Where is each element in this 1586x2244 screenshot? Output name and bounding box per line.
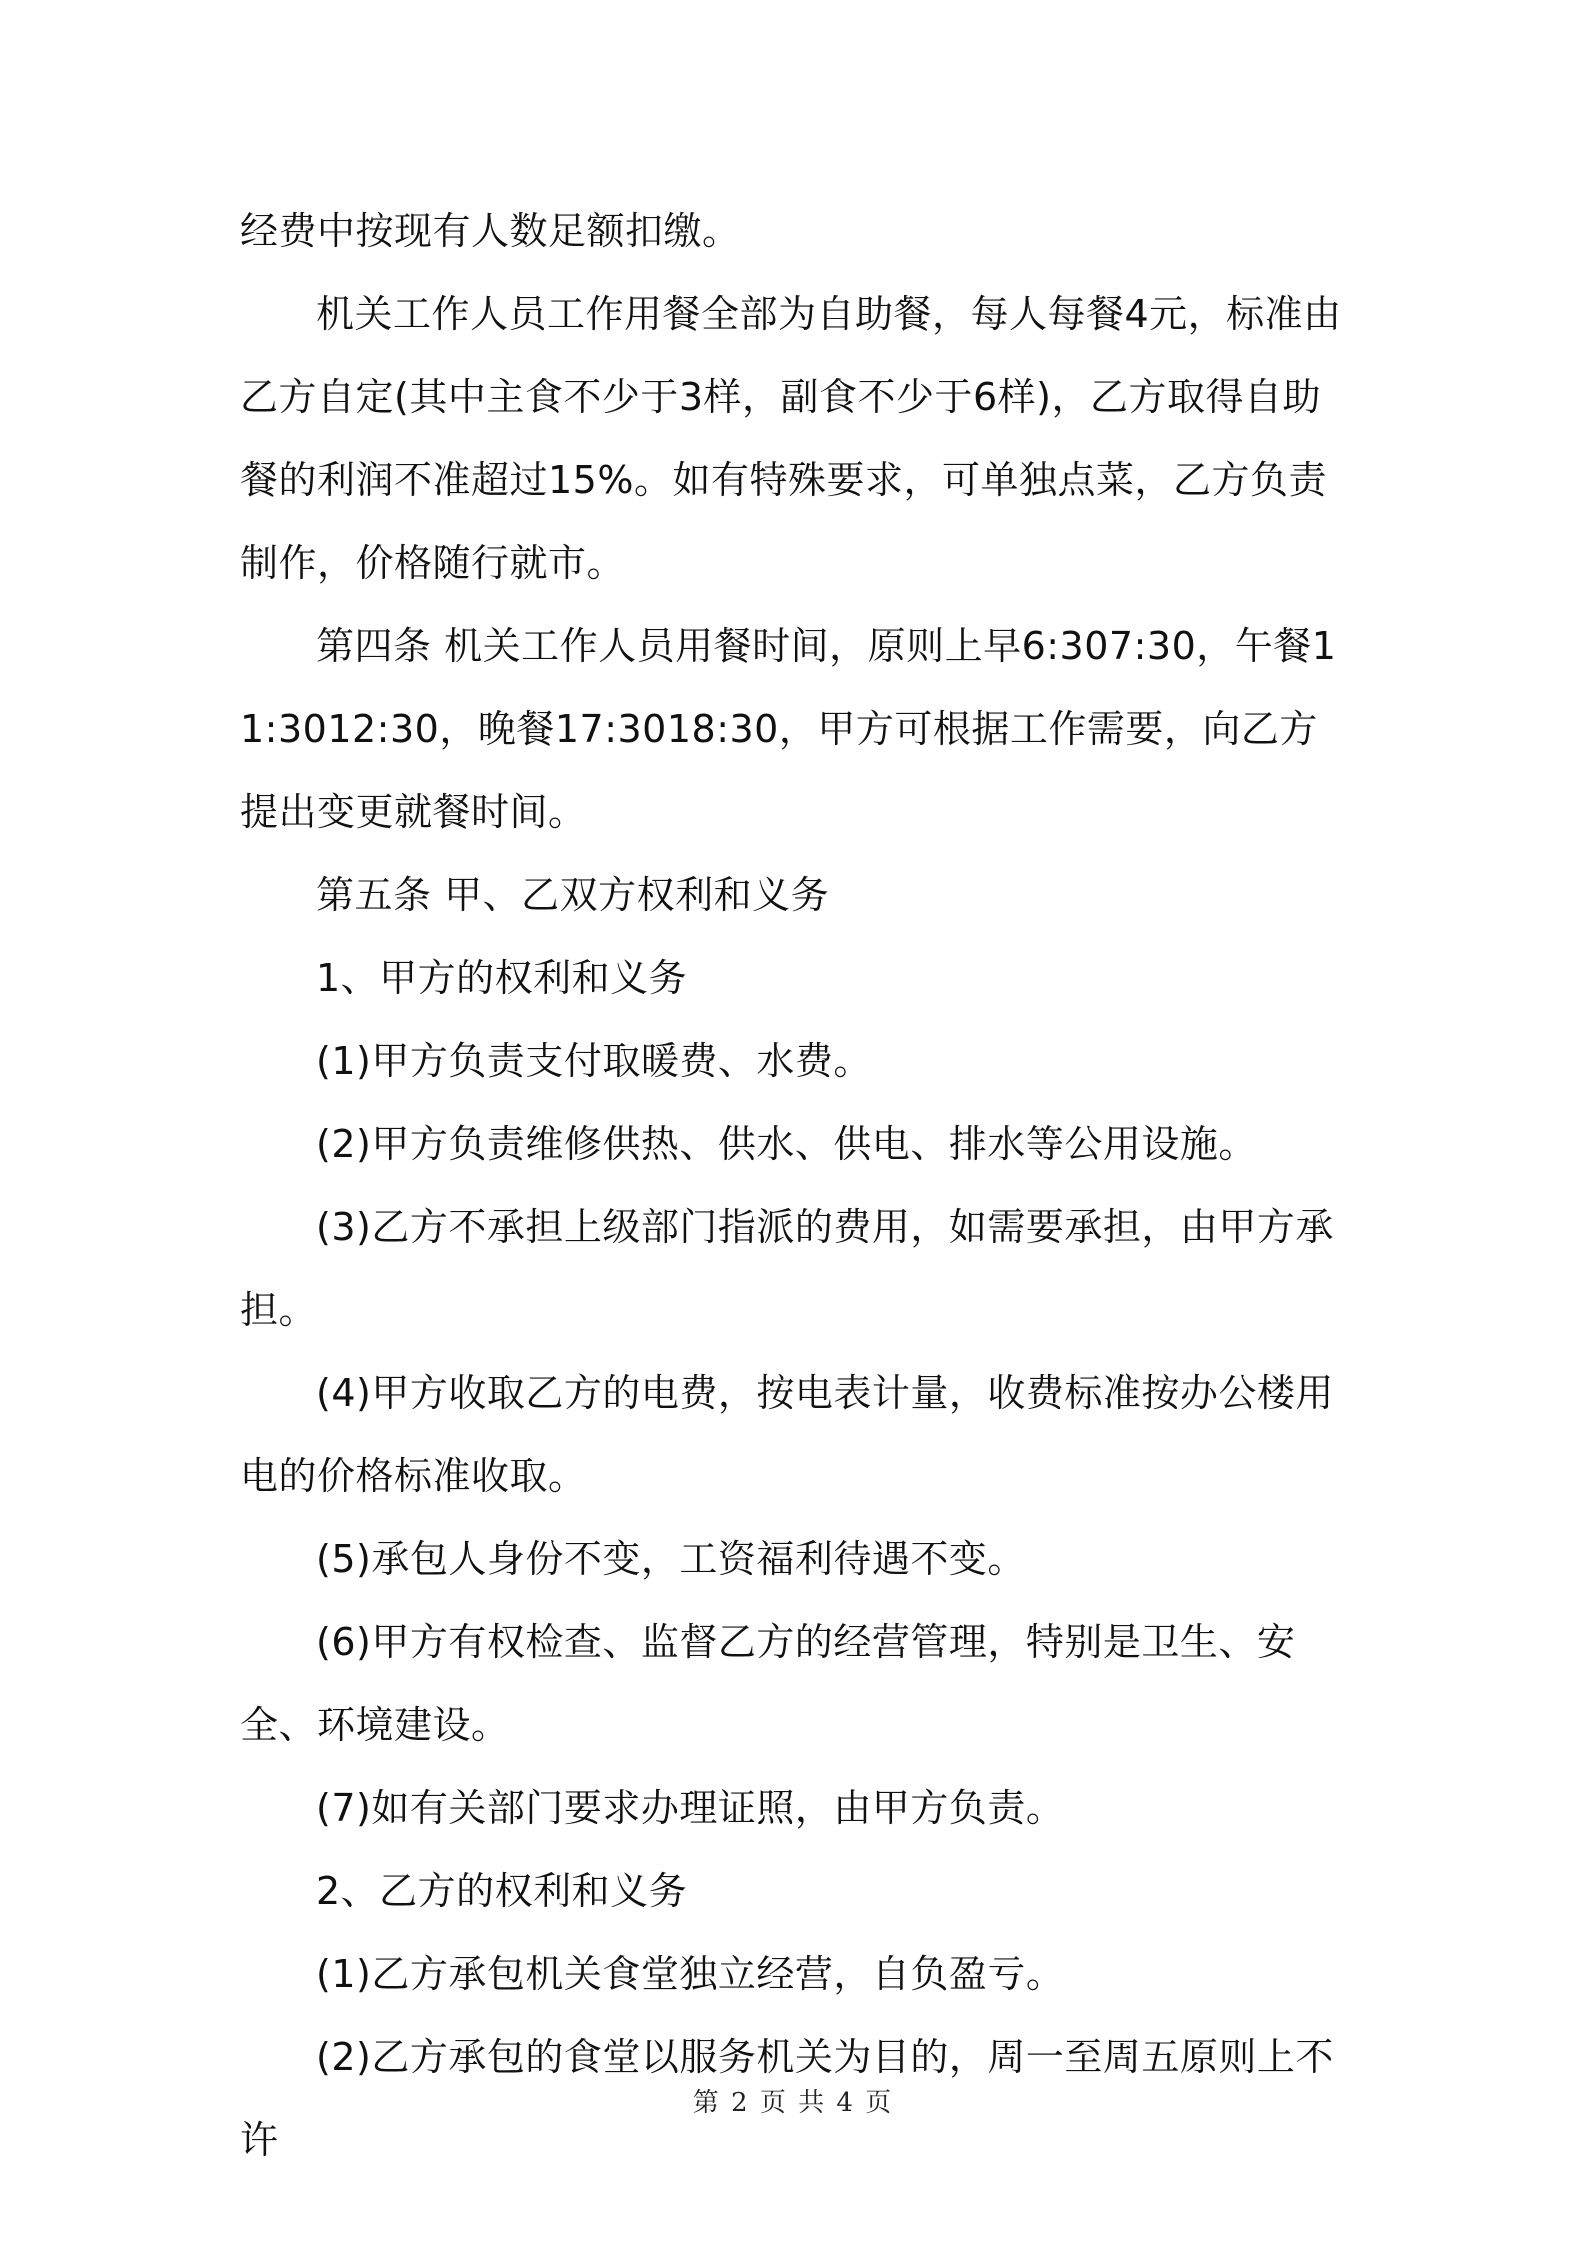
paragraph-meal-standard: 机关工作人员工作用餐全部为自助餐，每人每餐4元，标准由乙方自定(其中主食不少于3样，副食不少于6样)，乙方取得自助餐的利润不准超过15%。如有特殊要求，可单独点菜，乙方负责制作，价格随行就市。 [240, 292, 1342, 585]
document-body [240, 190, 1352, 2182]
list-item-a7: (7)如有关部门要求办理证照，由甲方负责。 [316, 1786, 1065, 1830]
list-item-b1: (1)乙方承包机关食堂独立经营，自负盈亏。 [316, 1952, 1065, 1996]
page-footer: 第 2 页 共 4 页 [692, 2088, 894, 2118]
heading-party-b-rights: 2、乙方的权利和义务 [316, 1869, 688, 1913]
list-item-b2: (2)乙方承包的食堂以服务机关为目的，周一至周五原则上不许 [240, 2035, 1334, 2162]
list-item-a1: (1)甲方负责支付取暖费、水费。 [316, 1039, 872, 1083]
paragraph-continuation: 经费中按现有人数足额扣缴。 [240, 209, 741, 253]
paragraph-article-4: 第四条 机关工作人员用餐时间，原则上早6:307:30，午餐11:3012:30，晚餐17:3018:30，甲方可根据工作需要，向乙方提出变更就餐时间。 [240, 624, 1337, 834]
heading-party-a-rights: 1、甲方的权利和义务 [316, 956, 688, 1000]
list-item-a4: (4)甲方收取乙方的电费，按电表计量，收费标准按办公楼用电的价格标准收取。 [240, 1371, 1334, 1498]
list-item-a3: (3)乙方不承担上级部门指派的费用，如需要承担，由甲方承担。 [240, 1205, 1334, 1332]
list-item-a2: (2)甲方负责维修供热、供水、供电、排水等公用设施。 [316, 1122, 1257, 1166]
list-item-a5: (5)承包人身份不变，工资福利待遇不变。 [316, 1537, 1026, 1581]
list-item-a6: (6)甲方有权检查、监督乙方的经营管理，特别是卫生、安全、环境建设。 [240, 1620, 1296, 1747]
heading-article-5: 第五条 甲、乙双方权利和义务 [316, 873, 830, 917]
